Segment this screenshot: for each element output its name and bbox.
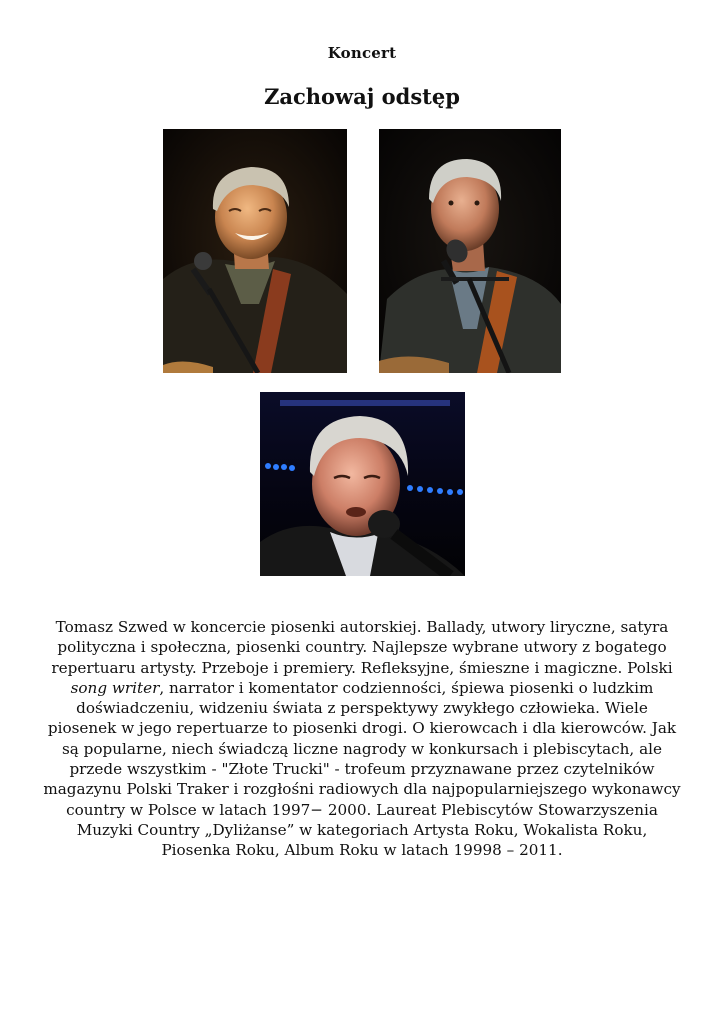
article-text-emphasis: song writer bbox=[70, 678, 160, 697]
concert-photo-1 bbox=[163, 129, 347, 373]
section-label: Koncert bbox=[327, 44, 397, 62]
article-body bbox=[40, 617, 684, 861]
article-text-end: , narrator i komentator codzienności, śpiewa piosenki o ludzkim doświadczeniu, widzeniu świata z perspektywy zwykłego człowieka. Wiele piosenek w jego repertuarze to piosenki drogi. O kierowcach i dla kierowców. Jak są popularne, niech świadczą liczne nagrody w konkursach i plebiscytach, ale przede wszystkim - "Złote Trucki" - trofeum przyznawane przez czytelników magazynu Polski Traker i rozgłośni radiowych dla najpopularniejszego wykonawcy country w Polsce w latach 1997− 2000. Laureat Plebiscytów Stowarzyszenia Muzyki Country „Dyliżanse” w kategoriach Artysta Roku, Wokalista Roku, Piosenka Roku, Album Roku w latach 19998 – 2011. bbox=[43, 678, 681, 860]
concert-photo-3 bbox=[260, 392, 465, 576]
article-text-start: Tomasz Szwed w koncercie piosenki autorskiej. Ballady, utwory liryczne, satyra polityczna i społeczna, piosenki country. Najlepsze wybrane utwory z bogatego repertuaru artysty. Przeboje i premiery. Refleksyjne, śmieszne i magiczne. Polski bbox=[51, 618, 673, 677]
page-title: Zachowaj odstęp bbox=[264, 84, 460, 109]
concert-photo-2 bbox=[379, 129, 561, 373]
